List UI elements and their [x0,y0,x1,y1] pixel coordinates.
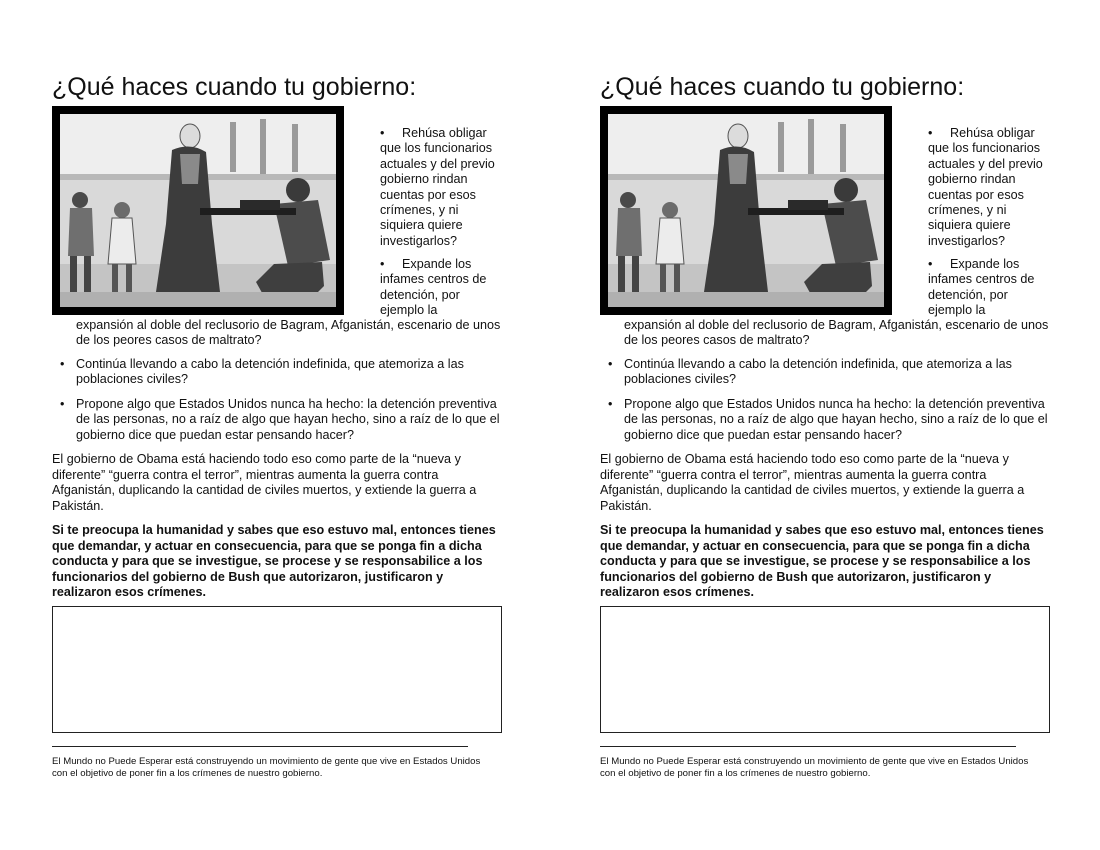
bullet-indefinite-detention: • Continúa llevando a cabo la detención indefinida, que atemoriza a las poblaciones civiles? [608,357,1054,388]
bullet-expands-detention: • Expande los infames centros de detención, por ejemplo la [380,257,487,318]
contact-info-box [600,606,1050,733]
photo-illustration [608,114,884,307]
footer-divider [52,746,468,747]
footer-divider [600,746,1016,747]
flyer-title: ¿Qué haces cuando tu gobierno: [600,73,965,101]
bullet-text: Continúa llevando a cabo la detención indefinida, que atemoriza a las poblaciones civiles? [76,357,464,387]
obama-paragraph: El gobierno de Obama está haciendo todo eso como parte de la “nueva y diferente” “guerra contra el terror”, mientras aumenta la guerra contra Afganistán, duplicando la cantidad de civiles muertos, y extiende la guerra a Pakistán. [52,452,477,513]
bullet-text: Propone algo que Estados Unidos nunca ha hecho: la detención preventiva de las personas, no a raíz de algo que hayan hecho, sino a raíz de lo que el gobierno dice que puedan estar pensando hacer? [76,397,500,442]
photo-illustration [60,114,336,307]
bullet-text: Expande los infames centros de detención, por ejemplo la [928,257,1035,318]
call-to-action: Si te preocupa la humanidad y sabes que eso estuvo mal, entonces tienes que demandar, y actuar en consecuencia, para que se ponga fin a dicha conducta y para que se investigue, se procese y se responsabilice a los funcionarios del gobierno de Bush que autorizaron, justificaron y realizaron esos crímenes. [600,523,1044,600]
photo-soldier-aiming-at-family [600,106,892,315]
bullet-text: Rehúsa obligar que los funcionarios actuales y del previo gobierno rindan cuentas por esos crímenes, y ni siquiera quiere investigarlos? [928,126,1043,248]
bullet-indefinite-detention: • Continúa llevando a cabo la detención indefinida, que atemoriza a las poblaciones civiles? [60,357,506,388]
bullet-expands-detention: • Expande los infames centros de detención, por ejemplo la [928,257,1035,318]
obama-paragraph: El gobierno de Obama está haciendo todo eso como parte de la “nueva y diferente” “guerra contra el terror”, mientras aumenta la guerra contra Afganistán, duplicando la cantidad de civiles muertos, y extiende la guerra a Pakistán. [600,452,1025,513]
bullet-expands-detention-continued: expansión al doble del reclusorio de Bagram, Afganistán, escenario de unos de los peores casos de maltrato? [76,318,501,348]
contact-info-box [52,606,502,733]
bullet-text: Continúa llevando a cabo la detención indefinida, que atemoriza a las poblaciones civiles? [624,357,1012,387]
bullet-text: Propone algo que Estados Unidos nunca ha hecho: la detención preventiva de las personas, no a raíz de algo que hayan hecho, sino a raíz de lo que el gobierno dice que puedan estar pensando hacer? [624,397,1048,442]
footer-text: El Mundo no Puede Esperar está construyendo un movimiento de gente que vive en Estados Unidos con el objetivo de poner fin a los crímenes de nuestro gobierno. [52,756,481,779]
bullet-refuses-accountability: • Rehúsa obligar que los funcionarios actuales y del previo gobierno rindan cuentas por esos crímenes, y ni siquiera quiere investigarlos? [928,126,1043,248]
flyer-title: ¿Qué haces cuando tu gobierno: [52,73,417,101]
bullet-expands-detention-continued: expansión al doble del reclusorio de Bagram, Afganistán, escenario de unos de los peores casos de maltrato? [624,318,1049,348]
footer-text: El Mundo no Puede Esperar está construyendo un movimiento de gente que vive en Estados Unidos con el objetivo de poner fin a los crímenes de nuestro gobierno. [600,756,1029,779]
bullet-refuses-accountability: • Rehúsa obligar que los funcionarios actuales y del previo gobierno rindan cuentas por esos crímenes, y ni siquiera quiere investigarlos? [380,126,495,248]
bullet-text: Expande los infames centros de detención, por ejemplo la [380,257,487,318]
photo-soldier-aiming-at-family [52,106,344,315]
flyer-page-right [600,0,1070,850]
bullet-preventive-detention: • Propone algo que Estados Unidos nunca ha hecho: la detención preventiva de las personas, no a raíz de algo que hayan hecho, sino a raíz de lo que el gobierno dice que puedan estar pensando hacer? [60,397,506,443]
call-to-action: Si te preocupa la humanidad y sabes que eso estuvo mal, entonces tienes que demandar, y actuar en consecuencia, para que se ponga fin a dicha conducta y para que se investigue, se procese y se responsabilice a los funcionarios del gobierno de Bush que autorizaron, justificaron y realizaron esos crímenes. [52,523,496,600]
flyer-page-left [52,0,522,850]
bullet-text: Rehúsa obligar que los funcionarios actuales y del previo gobierno rindan cuentas por esos crímenes, y ni siquiera quiere investigarlos? [380,126,495,248]
bullet-preventive-detention: • Propone algo que Estados Unidos nunca ha hecho: la detención preventiva de las personas, no a raíz de algo que hayan hecho, sino a raíz de lo que el gobierno dice que puedan estar pensando hacer? [608,397,1054,443]
